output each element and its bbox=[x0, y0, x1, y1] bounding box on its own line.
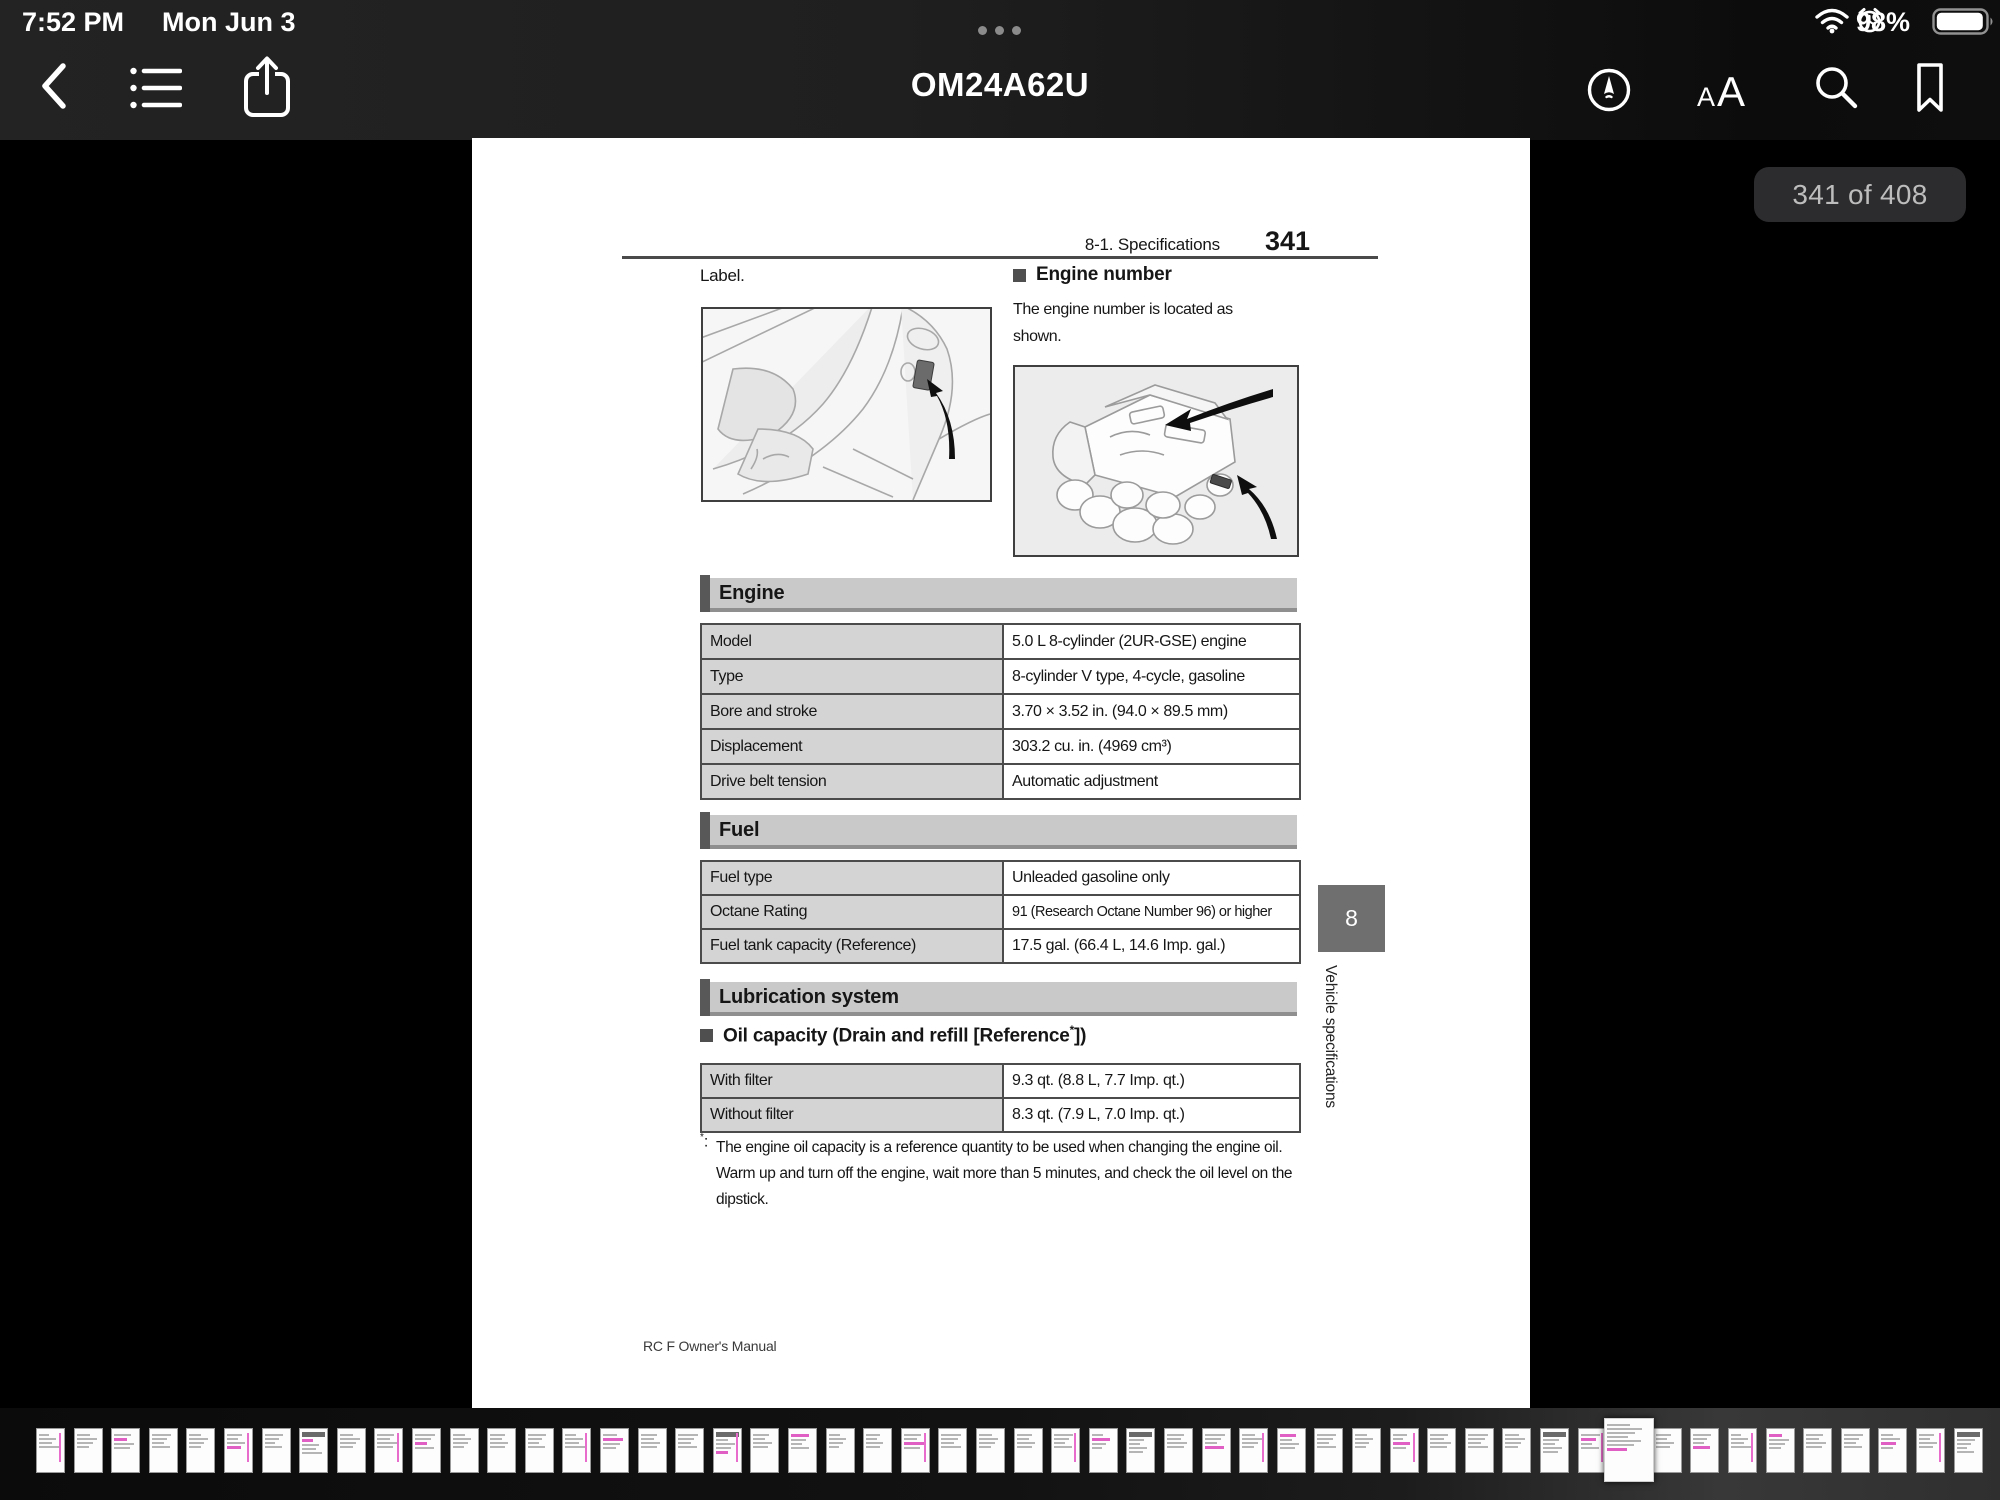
annotate-pencil-icon[interactable] bbox=[1587, 68, 1631, 112]
section-banner-engine: Engine bbox=[700, 578, 1297, 612]
page-header bbox=[1085, 226, 1310, 257]
spec-row bbox=[702, 625, 1299, 658]
page-thumbnail[interactable] bbox=[262, 1428, 291, 1473]
engine-spec-table bbox=[700, 623, 1301, 800]
page-thumbnail[interactable] bbox=[750, 1428, 779, 1473]
page-thumbnail[interactable] bbox=[525, 1428, 554, 1473]
page-thumbnail[interactable] bbox=[1051, 1428, 1080, 1473]
spec-value: 5.0 L 8-cylinder (2UR-GSE) engine bbox=[1012, 632, 1247, 650]
pdf-page bbox=[472, 138, 1530, 1408]
square-bullet-icon bbox=[1013, 269, 1026, 282]
status-date: Mon Jun 3 bbox=[162, 7, 296, 37]
bookmark-icon[interactable] bbox=[1916, 63, 1944, 113]
page-thumbnail[interactable] bbox=[638, 1428, 667, 1473]
page-thumbnail[interactable] bbox=[826, 1428, 855, 1473]
spec-row bbox=[702, 763, 1299, 798]
spec-row bbox=[702, 1065, 1299, 1097]
page-thumbnail[interactable] bbox=[1352, 1428, 1381, 1473]
page-thumbnail[interactable] bbox=[224, 1428, 253, 1473]
page-thumbnail[interactable] bbox=[1314, 1428, 1343, 1473]
engine-number-heading: Engine number bbox=[1013, 264, 1172, 286]
door-label-illustration bbox=[701, 307, 992, 502]
page-thumbnail[interactable] bbox=[374, 1428, 403, 1473]
manual-footer: RC F Owner's Manual bbox=[643, 1338, 777, 1354]
spec-value: Automatic adjustment bbox=[1012, 772, 1158, 790]
wifi-icon bbox=[1815, 8, 1849, 34]
page-thumbnail[interactable] bbox=[450, 1428, 479, 1473]
battery-percent: 98% bbox=[1855, 7, 1910, 37]
page-thumbnail[interactable] bbox=[337, 1428, 366, 1473]
page-thumbnail[interactable] bbox=[412, 1428, 441, 1473]
page-thumbnail[interactable] bbox=[487, 1428, 516, 1473]
page-thumbnail[interactable] bbox=[1766, 1428, 1795, 1473]
spec-row bbox=[702, 1097, 1299, 1131]
spec-row bbox=[702, 894, 1299, 928]
page-thumbnail[interactable] bbox=[1465, 1428, 1494, 1473]
text-size-small-A: A bbox=[1697, 82, 1716, 110]
header-rule bbox=[622, 256, 1378, 259]
square-bullet-icon bbox=[700, 1029, 713, 1042]
page-thumbnail[interactable] bbox=[299, 1428, 328, 1473]
oil-capacity-table bbox=[700, 1063, 1301, 1133]
text-size-icon[interactable] bbox=[1697, 66, 1753, 110]
page-thumbnail[interactable] bbox=[675, 1428, 704, 1473]
page-thumbnail[interactable] bbox=[1540, 1428, 1569, 1473]
top-chrome-bar bbox=[0, 0, 2000, 140]
page-thumbnail[interactable] bbox=[976, 1428, 1005, 1473]
section-banner-fuel: Fuel bbox=[700, 815, 1297, 849]
battery-icon bbox=[1932, 8, 1996, 35]
page-thumbnail[interactable] bbox=[562, 1428, 591, 1473]
page-thumbnail[interactable] bbox=[1164, 1428, 1193, 1473]
spec-value: 9.3 qt. (8.8 L, 7.7 Imp. qt.) bbox=[1012, 1072, 1185, 1089]
page-thumbnail[interactable] bbox=[1502, 1428, 1531, 1473]
spec-row bbox=[702, 928, 1299, 962]
page-thumbnail[interactable] bbox=[1239, 1428, 1268, 1473]
spec-label: Displacement bbox=[702, 730, 1004, 763]
spec-row bbox=[702, 693, 1299, 728]
spec-value: 91 (Research Octane Number 96) or higher bbox=[1012, 904, 1272, 920]
page-indicator-badge: 341 of 408 bbox=[1754, 167, 1966, 222]
spec-value: 303.2 cu. in. (4969 cm³) bbox=[1012, 737, 1172, 755]
spec-row bbox=[702, 728, 1299, 763]
text-size-large-A: A bbox=[1717, 68, 1746, 110]
page-thumbnail[interactable] bbox=[1954, 1428, 1983, 1473]
section-breadcrumb: 8-1. Specifications bbox=[1084, 235, 1220, 254]
spec-label: Without filter bbox=[702, 1099, 1004, 1131]
page-thumbnail[interactable] bbox=[1916, 1428, 1945, 1473]
page-thumbnail[interactable] bbox=[1653, 1428, 1682, 1473]
status-clock: 7:52 PM bbox=[22, 7, 125, 37]
page-thumbnail[interactable] bbox=[600, 1428, 629, 1473]
engine-number-body: The engine number is located as shown. bbox=[1013, 301, 1233, 345]
spec-label: With filter bbox=[702, 1065, 1004, 1097]
spec-row bbox=[702, 658, 1299, 693]
search-icon[interactable] bbox=[1813, 64, 1859, 110]
page-thumbnail[interactable] bbox=[713, 1428, 742, 1473]
app-switcher-dots[interactable] bbox=[978, 26, 1021, 35]
oil-capacity-heading: Oil capacity (Drain and refill [Reference*]) bbox=[700, 1024, 1086, 1047]
page-thumbnail[interactable] bbox=[1089, 1428, 1118, 1473]
spec-label: Octane Rating bbox=[702, 896, 1004, 928]
page-thumbnail[interactable] bbox=[938, 1428, 967, 1473]
engine-number-illustration bbox=[1013, 365, 1299, 557]
page-thumbnail[interactable] bbox=[901, 1428, 930, 1473]
spec-value: 8-cylinder V type, 4-cycle, gasoline bbox=[1012, 667, 1245, 685]
footnote-text: The engine oil capacity is a reference quantity to be used when changing the engine oil. Warm up and turn off the engine, wait more than 5 minutes, and check the oil level on the dipstick. bbox=[716, 1139, 1293, 1208]
spec-value: 17.5 gal. (66.4 L, 14.6 Imp. gal.) bbox=[1012, 937, 1226, 954]
spec-label: Bore and stroke bbox=[702, 695, 1004, 728]
label-caption: Label. bbox=[700, 266, 745, 285]
document-title: OM24A62U bbox=[910, 66, 1090, 103]
page-thumbnail[interactable] bbox=[1427, 1428, 1456, 1473]
page-thumbnail[interactable] bbox=[1803, 1428, 1832, 1473]
spec-value: 8.3 qt. (7.9 L, 7.0 Imp. qt.) bbox=[1012, 1106, 1185, 1123]
page-thumbnail[interactable] bbox=[1878, 1428, 1907, 1473]
fuel-spec-table bbox=[700, 860, 1301, 964]
page-thumbnail[interactable] bbox=[863, 1428, 892, 1473]
page-number: 341 bbox=[1264, 226, 1310, 256]
chapter-label-vertical: Vehicle specifications bbox=[1322, 965, 1339, 1108]
spec-value: Unleaded gasoline only bbox=[1012, 869, 1170, 886]
page-thumbnail[interactable] bbox=[1690, 1428, 1719, 1473]
spec-label: Fuel type bbox=[702, 862, 1004, 894]
page-thumbnail[interactable] bbox=[1277, 1428, 1306, 1473]
thumbnail-scrubber[interactable] bbox=[0, 1408, 2000, 1500]
page-thumbnail[interactable] bbox=[1126, 1428, 1155, 1473]
spec-row bbox=[702, 862, 1299, 894]
page-thumbnail[interactable] bbox=[74, 1428, 103, 1473]
footnote-marker: *: bbox=[700, 1132, 709, 1151]
page-thumbnail[interactable] bbox=[1202, 1428, 1231, 1473]
chapter-tab: 8 bbox=[1318, 885, 1385, 952]
current-page-thumbnail[interactable] bbox=[1604, 1418, 1654, 1482]
page-thumbnail[interactable] bbox=[186, 1428, 215, 1473]
spec-label: Type bbox=[702, 660, 1004, 693]
page-thumbnail[interactable] bbox=[111, 1428, 140, 1473]
page-thumbnail[interactable] bbox=[1728, 1428, 1757, 1473]
spec-label: Drive belt tension bbox=[702, 765, 1004, 798]
section-banner-lubrication: Lubrication system bbox=[700, 982, 1297, 1016]
page-thumbnail[interactable] bbox=[1841, 1428, 1870, 1473]
page-thumbnail[interactable] bbox=[1014, 1428, 1043, 1473]
page-thumbnail[interactable] bbox=[788, 1428, 817, 1473]
page-thumbnail[interactable] bbox=[1390, 1428, 1419, 1473]
spec-value: 3.70 × 3.52 in. (94.0 × 89.5 mm) bbox=[1012, 702, 1228, 720]
page-thumbnail[interactable] bbox=[36, 1428, 65, 1473]
page-thumbnail[interactable] bbox=[1578, 1428, 1607, 1473]
spec-label: Model bbox=[702, 625, 1004, 658]
page-thumbnail[interactable] bbox=[149, 1428, 178, 1473]
spec-label: Fuel tank capacity (Reference) bbox=[702, 930, 1004, 962]
